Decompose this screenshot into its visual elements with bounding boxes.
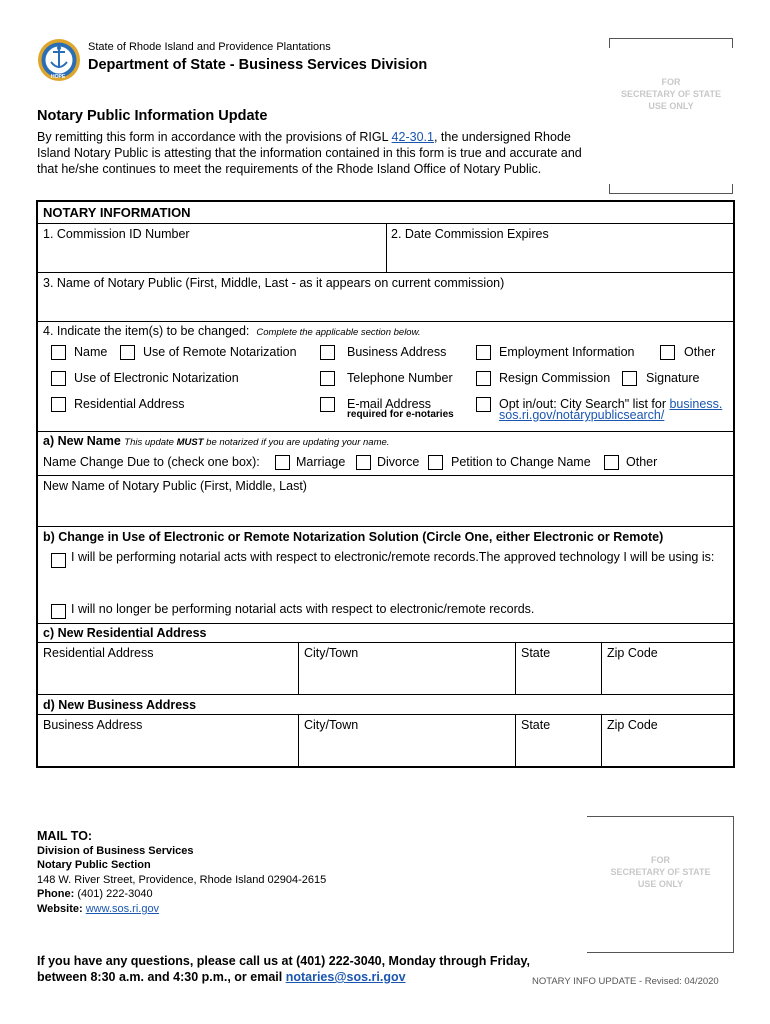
checkbox-name-other[interactable] <box>604 455 619 470</box>
checkbox-business-address[interactable] <box>320 345 335 360</box>
residential-address-field[interactable]: Residential Address <box>43 646 154 660</box>
label-petition: Petition to Change Name <box>451 455 591 469</box>
label-signature: Signature <box>646 371 700 385</box>
name-change-label: Name Change Due to (check one box): <box>43 455 260 469</box>
date-expires-field[interactable]: 2. Date Commission Expires <box>391 227 549 241</box>
stamp-box-top <box>609 38 733 194</box>
residential-zip-field[interactable]: Zip Code <box>607 646 658 660</box>
checkbox-other[interactable] <box>660 345 675 360</box>
label-remote-notarization: Use of Remote Notarization <box>143 345 297 359</box>
mail-street: 148 W. River Street, Providence, Rhode Island 02904-2615 <box>37 873 327 886</box>
seal-motto: HOPE <box>51 74 66 80</box>
residential-city-field[interactable]: City/Town <box>304 646 359 660</box>
checkbox-email[interactable] <box>320 397 335 412</box>
business-state-field[interactable]: State <box>521 718 551 732</box>
label-will-perform: I will be performing notarial acts with respect to electronic/remote records.The approved technology I will be using is: <box>71 550 715 564</box>
checkbox-signature[interactable] <box>622 371 637 386</box>
section-a-heading: a) New Name This update MUST be notarized if you are updating your name. <box>43 434 390 448</box>
checkbox-will-not-perform[interactable] <box>51 604 66 619</box>
checkbox-marriage[interactable] <box>275 455 290 470</box>
section-c-heading: c) New Residential Address <box>43 626 207 640</box>
label-will-not-perform: I will no longer be performing notarial acts with respect to electronic/remote records. <box>71 602 535 616</box>
checkbox-name[interactable] <box>51 345 66 360</box>
mail-to-heading: MAIL TO: <box>37 829 93 843</box>
email-note: required for e-notaries <box>347 409 454 420</box>
label-name: Name <box>74 345 108 359</box>
checkbox-residential-address[interactable] <box>51 397 66 412</box>
form-title: Notary Public Information Update <box>37 108 268 124</box>
checkbox-electronic-notarization[interactable] <box>51 371 66 386</box>
business-city-field[interactable]: City/Town <box>304 718 359 732</box>
label-employment: Employment Information <box>499 345 635 359</box>
label-other: Other <box>684 345 716 359</box>
email-link[interactable]: notaries@sos.ri.gov <box>285 970 406 984</box>
notary-name-field[interactable]: 3. Name of Notary Public (First, Middle, Last - as it appears on current commission) <box>43 276 505 290</box>
label-email: E-mail Address <box>347 397 432 411</box>
mail-division: Division of Business Services <box>37 844 194 857</box>
intro-paragraph: By remitting this form in accordance with the provisions of RIGL 42-30.1, the undersigned Rhode Island Notary Public is attesting that the information contained in this form is true and accurate and that he/she continues to meet the requirements of the Rhode Island Office of Notary Public. <box>37 130 582 176</box>
mail-section: Notary Public Section <box>37 859 151 871</box>
stamp-text-bottom: FOR SECRETARY OF STATE USE ONLY <box>610 855 711 889</box>
checkbox-petition[interactable] <box>428 455 443 470</box>
business-zip-field[interactable]: Zip Code <box>607 718 658 732</box>
checkbox-telephone[interactable] <box>320 371 335 386</box>
checkbox-resign[interactable] <box>476 371 491 386</box>
business-address-field[interactable]: Business Address <box>43 718 143 732</box>
section-b-heading: b) Change in Use of Electronic or Remote Notarization Solution (Circle One, either Electronic or Remote) <box>43 530 664 544</box>
mail-website: Website: www.sos.ri.gov <box>37 902 160 915</box>
mail-to-block <box>37 829 326 916</box>
new-name-field[interactable]: New Name of Notary Public (First, Middle, Last) <box>43 479 307 493</box>
optin-link[interactable]: business. <box>669 397 723 411</box>
department-title: Department of State - Business Services Division <box>88 57 428 73</box>
website-link[interactable]: www.sos.ri.gov <box>85 902 160 915</box>
checkbox-remote-notarization[interactable] <box>120 345 135 360</box>
residential-state-field[interactable]: State <box>521 646 551 660</box>
label-optin: Opt in/out: City Search" list for business. <box>499 397 723 411</box>
items-to-change-label: 4. Indicate the item(s) to be changed: Complete the applicable section below. <box>43 324 421 338</box>
checkbox-divorce[interactable] <box>356 455 371 470</box>
label-electronic-notarization: Use of Electronic Notarization <box>74 371 239 385</box>
items-hint: Complete the applicable section below. <box>256 327 421 338</box>
checkbox-will-perform[interactable] <box>51 553 66 568</box>
label-name-other: Other <box>626 455 658 469</box>
stamp-box-bottom <box>587 816 734 953</box>
stamp-text-top: FOR SECRETARY OF STATE USE ONLY <box>620 77 721 111</box>
revision-note: NOTARY INFO UPDATE - Revised: 04/2020 <box>532 976 719 987</box>
label-business-address: Business Address <box>347 345 447 359</box>
label-resign: Resign Commission <box>499 371 611 385</box>
label-telephone: Telephone Number <box>347 371 453 385</box>
checkbox-optin[interactable] <box>476 397 491 412</box>
mail-phone: Phone: (401) 222-3040 <box>37 888 153 900</box>
label-divorce: Divorce <box>377 455 420 469</box>
commission-id-field[interactable]: 1. Commission ID Number <box>43 227 190 241</box>
state-name: State of Rhode Island and Providence Plantations <box>88 41 331 53</box>
questions-text: If you have any questions, please call us at (401) 222-3040, Monday through Friday, between 8:30 a.m. and 4:30 p.m., or email notaries@sos.ri.gov <box>37 954 530 984</box>
label-marriage: Marriage <box>296 455 346 469</box>
state-seal <box>37 38 81 82</box>
notary-info-heading: NOTARY INFORMATION <box>43 205 191 220</box>
checkbox-employment[interactable] <box>476 345 491 360</box>
section-d-heading: d) New Business Address <box>43 698 197 712</box>
optin-link-url[interactable]: sos.ri.gov/notarypublicsearch/ <box>499 408 665 422</box>
rigl-link[interactable]: 42-30.1 <box>391 130 434 144</box>
label-residential-address: Residential Address <box>74 397 185 411</box>
